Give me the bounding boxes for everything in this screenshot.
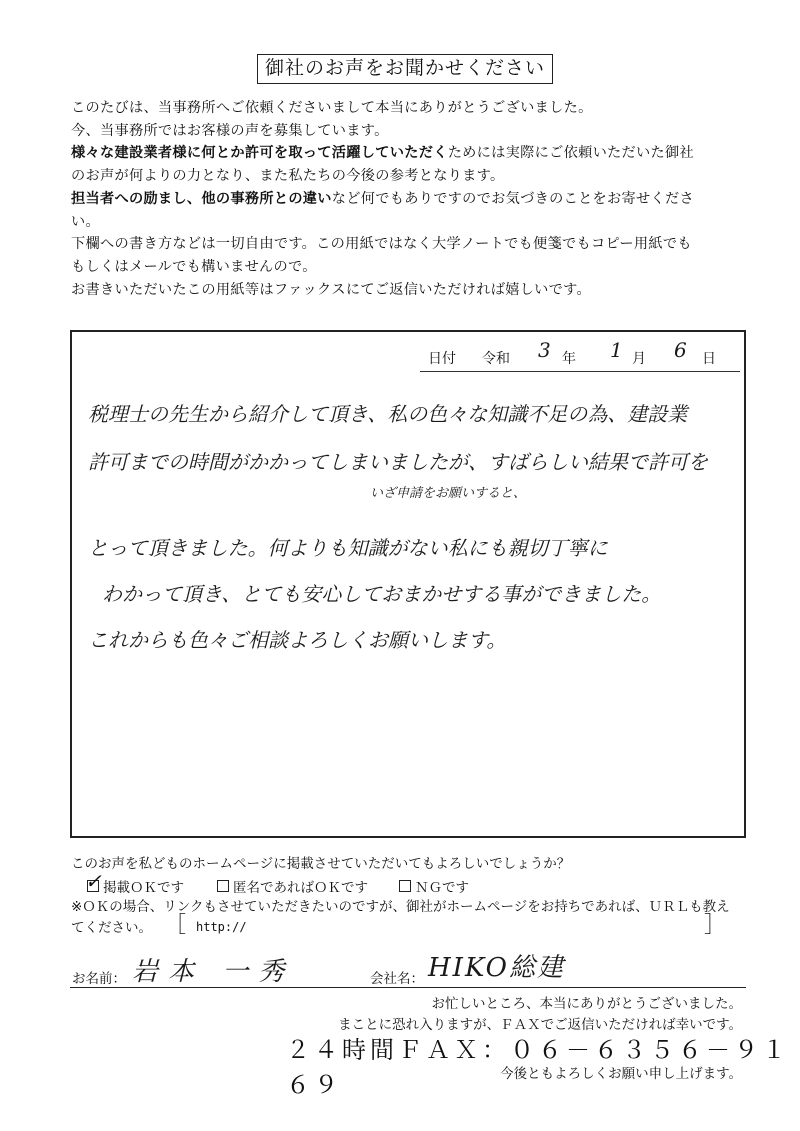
checkbox-ng[interactable] xyxy=(399,880,411,892)
company-label: 会社名： xyxy=(370,971,424,987)
intro-line xyxy=(71,142,751,165)
intro-line: お書きいただいたこの用紙等はファックスにてご返信いただければ嬉しいです。 xyxy=(71,281,591,298)
company-value[interactable]: HIKO総建 xyxy=(428,953,565,983)
handwritten-insertion: いざ申請をお願いすると、 xyxy=(370,486,527,501)
checkbox-ok[interactable] xyxy=(85,869,102,893)
closing-text: 今後ともよろしくお願い申し上げます。 xyxy=(500,1066,742,1082)
date-era: 令和 xyxy=(482,351,510,367)
handwritten-line: これからも色々ご相談よろしくお願いします。 xyxy=(88,628,507,652)
intro-emphasis: 担当者への励まし、他の事務所との違い xyxy=(71,190,332,207)
name-label: お名前： xyxy=(72,971,126,987)
date-year: 3 xyxy=(538,338,551,362)
date-day-unit: 日 xyxy=(702,351,716,367)
name-value[interactable]: 岩本 一秀 xyxy=(132,957,295,987)
intro-line: もしくはメールでも構いませんので。 xyxy=(71,258,317,275)
publish-question: このお声を私どものホームページに掲載させていただいてもよろしいでしょうか？ xyxy=(71,856,571,872)
intro-text-span: ためには実際にご依頼いただいた御社 xyxy=(447,145,694,162)
date-day: 6 xyxy=(674,338,687,362)
date-year-unit: 年 xyxy=(562,351,576,367)
intro-line: 下欄への書き方などは一切自由です。この用紙ではなく大学ノートでも便箋でもコピー用紙でも xyxy=(71,236,692,253)
url-input[interactable]: http:// xyxy=(196,920,247,934)
url-bracket-open: ［ xyxy=(164,913,187,938)
publish-options xyxy=(71,869,751,896)
option-ng-label: ＮＧです xyxy=(415,880,469,896)
handwritten-line: わかって頂き、とても安心しておまかせする事ができました。 xyxy=(102,582,662,606)
date-month: 1 xyxy=(610,338,623,362)
option-ng[interactable] xyxy=(399,876,469,896)
note-line: てください。 xyxy=(71,920,152,936)
date-row xyxy=(420,338,740,372)
intro-line: のお声が何よりの力となり、また私たちの今後の参考となります。 xyxy=(71,168,505,185)
intro-text xyxy=(71,97,751,301)
option-ok-label: 掲載ＯＫです xyxy=(103,880,184,896)
intro-emphasis: 様々な建設業者様に何とか許可を取って活躍していただく xyxy=(71,145,448,162)
checkbox-anonymous[interactable] xyxy=(217,880,229,892)
option-anonymous-label: 匿名であればＯＫです xyxy=(233,880,368,896)
option-anonymous[interactable] xyxy=(217,876,368,896)
handwritten-line: 許可までの時間がかかってしまいましたが、すばらしい結果で許可を xyxy=(88,450,708,474)
intro-line: 今、当事務所ではお客様の声を募集しています。 xyxy=(71,122,389,139)
date-month-unit: 月 xyxy=(632,351,646,367)
handwritten-line: 税理士の先生から紹介して頂き、私の色々な知識不足の為、建設業 xyxy=(88,402,688,426)
intro-line: い。 xyxy=(71,213,100,230)
intro-text-span: など何でもありですのでお気づきのことをお寄せくださ xyxy=(331,190,694,207)
handwritten-line: とって頂きました。何よりも知識がない私にも親切丁寧に xyxy=(88,536,608,560)
date-label: 日付 xyxy=(428,351,456,367)
check-mark-icon: ✓ xyxy=(85,869,102,893)
thanks-text: お忙しいところ、本当にありがとうございました。 xyxy=(431,996,742,1012)
fax-request-text: まことに恐れ入りますが、ＦＡＸでご返信いただければ幸いです。 xyxy=(338,1017,742,1033)
page-title: 御社のお声をお聞かせください xyxy=(257,54,553,84)
url-bracket-close: ］ xyxy=(704,913,727,938)
intro-line: このたびは、当事務所へご依頼くださいまして本当にありがとうございました。 xyxy=(71,100,593,116)
option-ok[interactable] xyxy=(85,869,184,896)
intro-line xyxy=(71,188,751,211)
name-company-row xyxy=(70,955,746,988)
note-line: ※ＯＫの場合、リンクもさせていただきたいのですが、御社がホームページをお持ちであれば、ＵＲＬも教え xyxy=(71,899,730,915)
fax-number: ２４時間ＦＡＸ：０６－６３５６－９１６９ xyxy=(286,1036,790,1099)
